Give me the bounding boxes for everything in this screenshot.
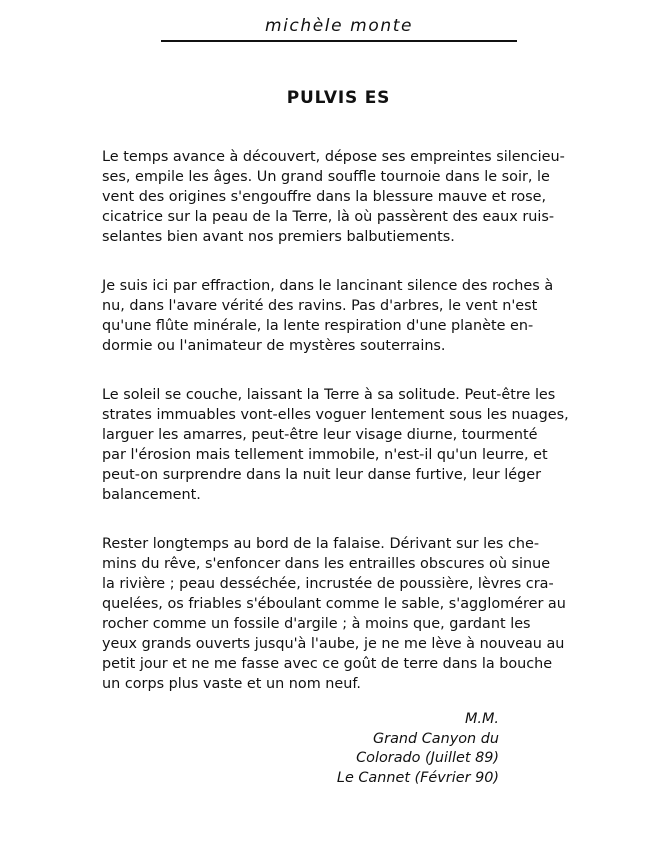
- paragraph-line: dormie ou l'animateur de mystères souterrains.: [102, 338, 446, 354]
- paragraph-line: mins du rêve, s'enfoncer dans les entrailles obscures où sinue: [102, 556, 551, 572]
- paragraph-line: Le soleil se couche, laissant la Terre à sa solitude. Peut-être les: [102, 387, 556, 403]
- prose-body: [102, 147, 592, 723]
- paragraph-line: Le temps avance à découvert, dépose ses empreintes silencieu-: [102, 149, 565, 165]
- paragraph-line: larguer les amarres, peut-être leur visage diurne, tourmenté: [102, 427, 538, 443]
- paragraph-line: qu'une flûte minérale, la lente respiration d'une planète en-: [102, 318, 534, 334]
- signature-place-line: Colorado (Juillet 89): [356, 750, 499, 767]
- paragraph-line: Rester longtemps au bord de la falaise. Dérivant sur les che-: [102, 536, 540, 552]
- running-header-author: michèle monte: [264, 16, 414, 36]
- poem-title: PULVIS ES: [286, 88, 391, 109]
- paragraph-line: strates immuables vont-elles voguer lentement sous les nuages,: [102, 407, 569, 423]
- paragraph-1: [102, 147, 592, 247]
- paragraph-line: ses, empile les âges. Un grand souffle tournoie dans le soir, le: [102, 169, 550, 185]
- paragraph-line: selantes bien avant nos premiers balbutiements.: [102, 229, 455, 245]
- paragraph-line: par l'érosion mais tellement immobile, n'est-il qu'un leurre, et: [102, 447, 548, 463]
- paragraph-line: quelées, os friables s'éboulant comme le sable, s'agglomérer au: [102, 596, 566, 612]
- signature-block: [337, 710, 499, 788]
- paragraph-3: [102, 385, 592, 505]
- paragraph-line: vent des origines s'engouffre dans la blessure mauve et rose,: [102, 189, 547, 205]
- paragraph-4: [102, 534, 592, 694]
- paragraph-line: rocher comme un fossile d'argile ; à moins que, gardant les: [102, 616, 531, 632]
- paragraph-line: petit jour et ne me fasse avec ce goût de terre dans la bouche: [102, 656, 553, 672]
- header-rule: [161, 40, 517, 42]
- paragraph-line: nu, dans l'avare vérité des ravins. Pas d'arbres, le vent n'est: [102, 298, 538, 314]
- signature-place-line: Le Cannet (Février 90): [336, 769, 499, 786]
- paragraph-line: peut-on surprendre dans la nuit leur danse furtive, leur léger: [102, 467, 542, 483]
- signature-initials: M.M.: [465, 711, 499, 727]
- signature-place-line: Grand Canyon du: [373, 730, 499, 747]
- paragraph-line: balancement.: [102, 487, 201, 503]
- paragraph-line: cicatrice sur la peau de la Terre, là où passèrent des eaux ruis-: [102, 209, 555, 225]
- paragraph-2: [102, 276, 592, 356]
- paragraph-line: un corps plus vaste et un nom neuf.: [102, 676, 361, 692]
- paragraph-line: yeux grands ouverts jusqu'à l'aube, je ne me lève à nouveau au: [102, 636, 565, 652]
- paragraph-line: Je suis ici par effraction, dans le lancinant silence des roches à: [102, 278, 554, 294]
- paragraph-line: la rivière ; peau desséchée, incrustée de poussière, lèvres cra-: [102, 576, 554, 592]
